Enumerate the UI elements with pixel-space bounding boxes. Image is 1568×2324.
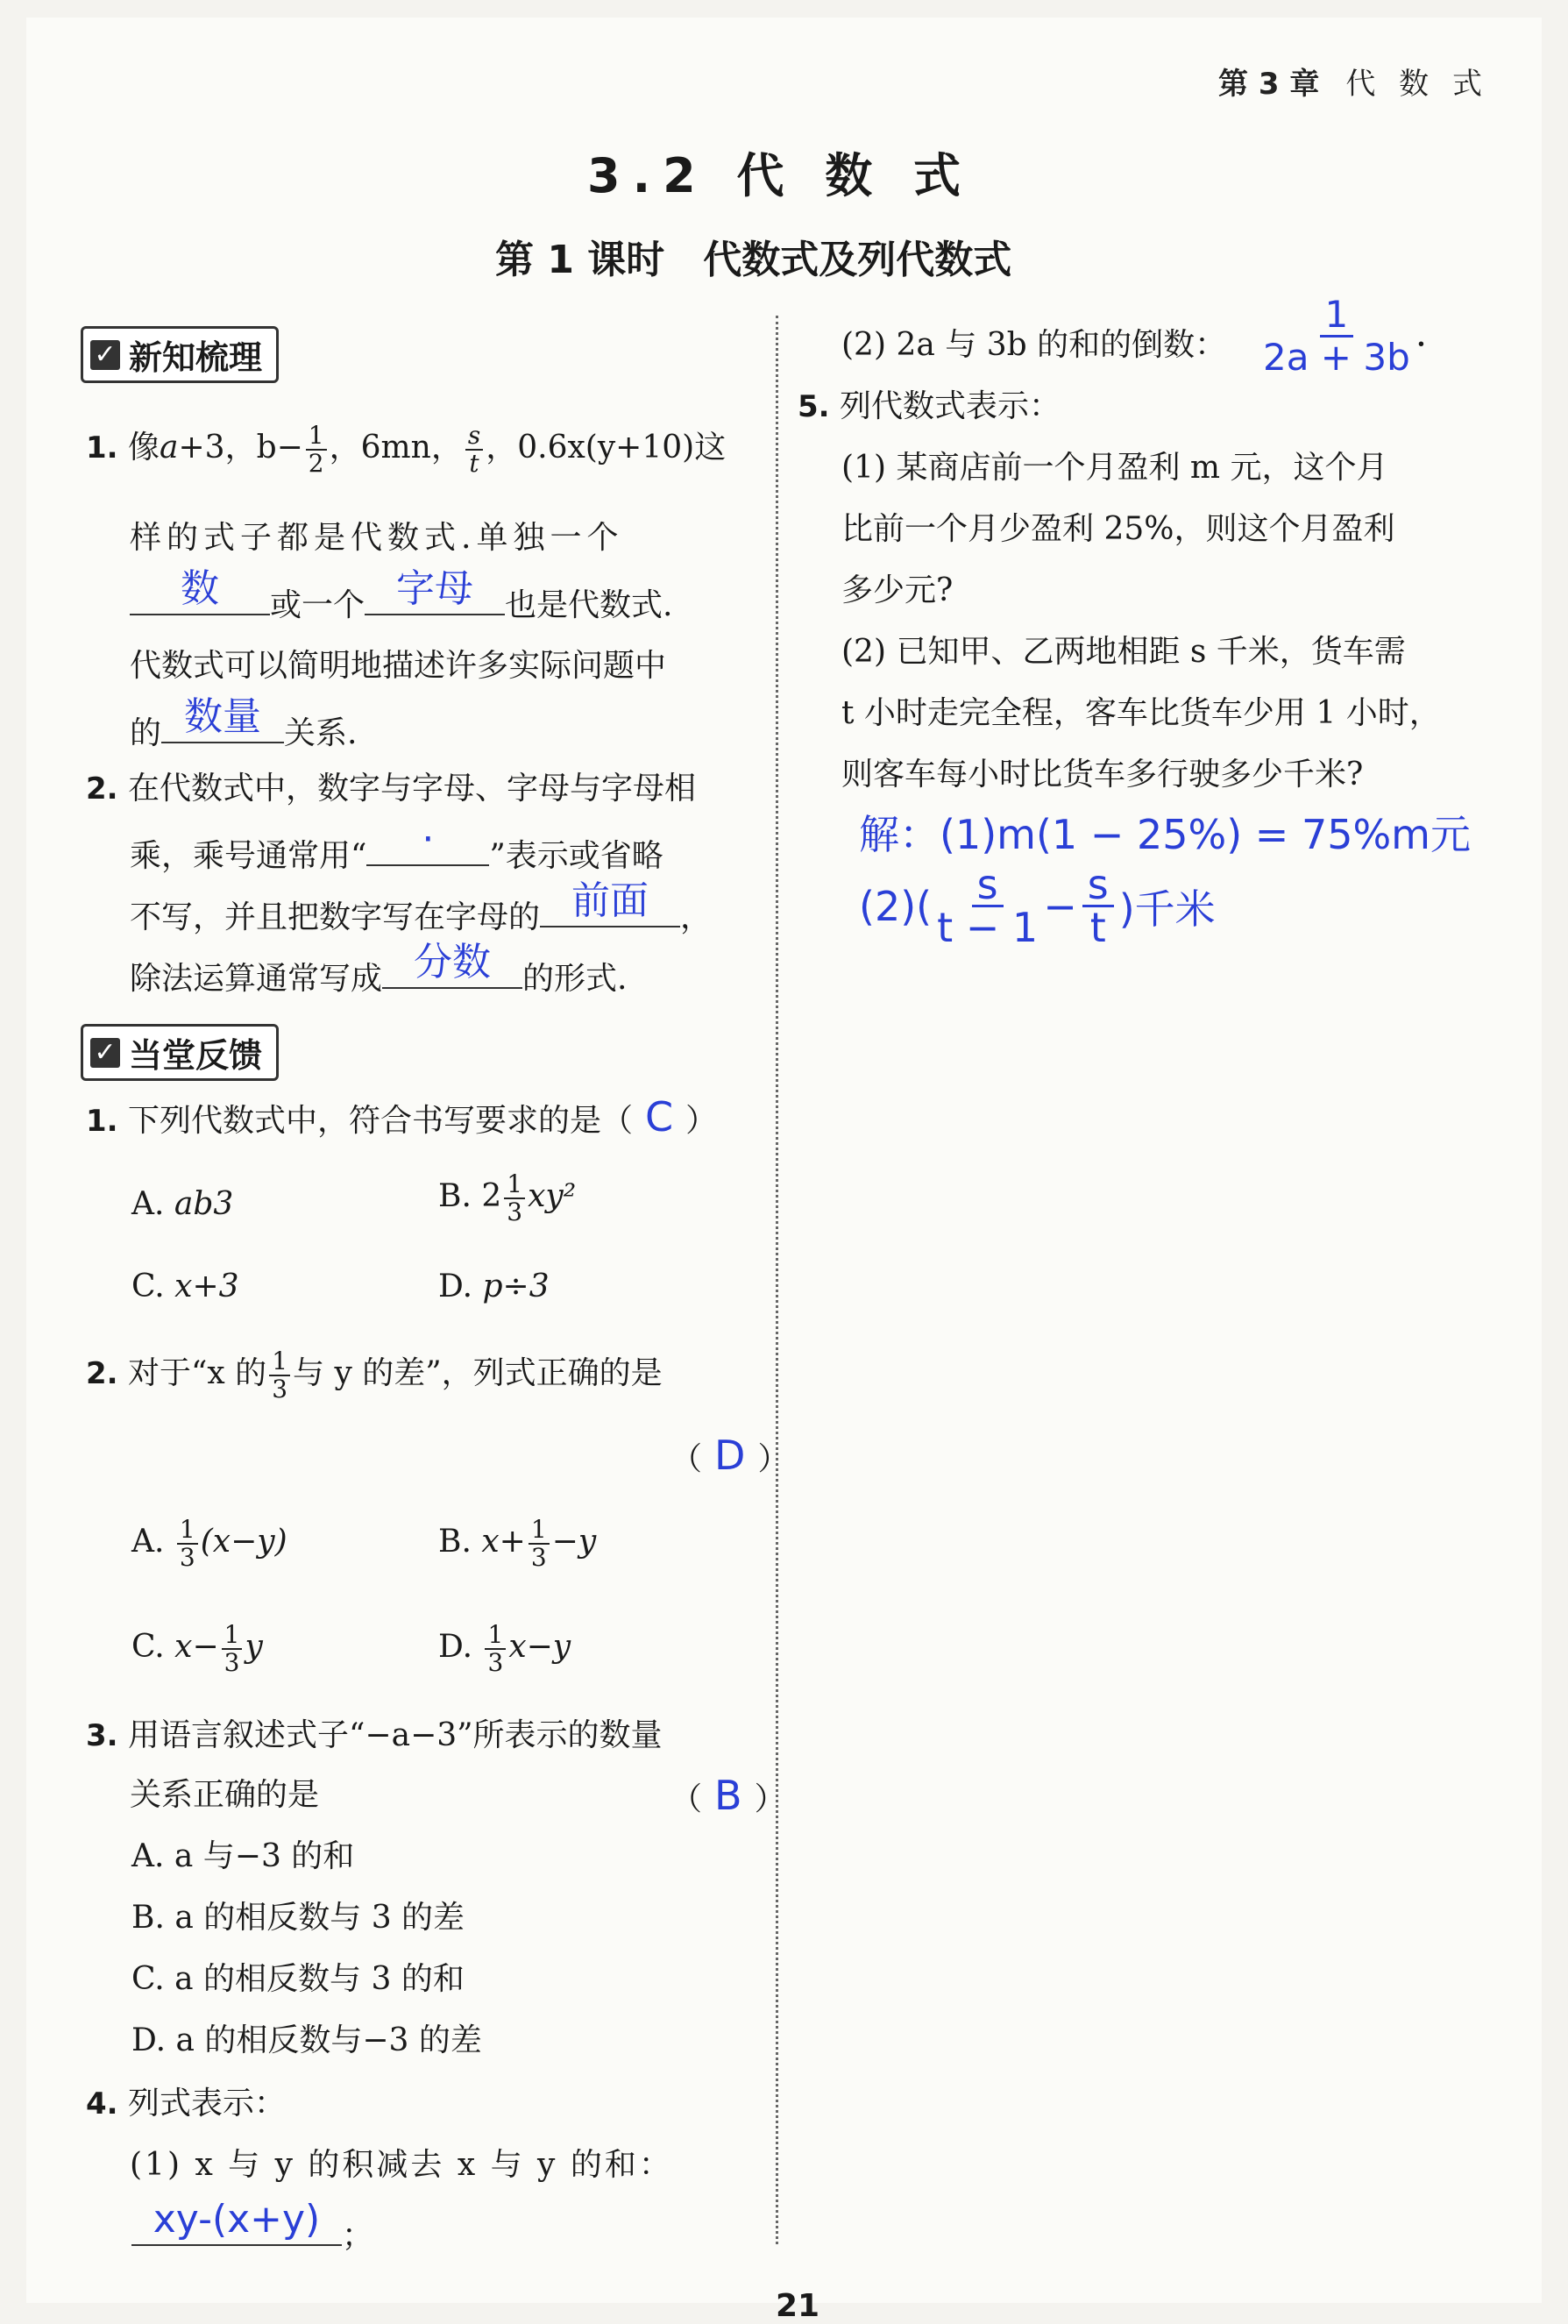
feedback-q5-p1-line2: 比前一个月少盈利 25%，则这个月盈利 bbox=[841, 511, 1395, 547]
knowledge-q1-line2: 样的式子都是代数式.单独一个 bbox=[130, 520, 624, 556]
feedback-q5-p2-line3: 则客车每小时比货车多行驶多少千米? bbox=[841, 757, 1364, 792]
knowledge-q1-line5: 的 数量 关系. bbox=[130, 694, 358, 751]
math: ，6mn， bbox=[329, 430, 463, 466]
answer-blank[interactable]: 前面 bbox=[540, 891, 680, 927]
answer-blank[interactable]: xy-(x+y) bbox=[131, 2199, 342, 2246]
math: +3，b− bbox=[178, 430, 303, 466]
feedback-q4-answer1: xy-(x+y) ； bbox=[131, 2199, 373, 2257]
feedback-q5-p1-line1: (1) 某商店前一个月盈利 m 元，这个月 bbox=[841, 450, 1388, 486]
answer-blank[interactable]: 分数 bbox=[382, 952, 522, 989]
knowledge-q2-line3: 不写，并且把数字写在字母的 前面 ， bbox=[130, 878, 713, 935]
feedback-q2-option-d[interactable]: D. $\frac{1}{3}$ x−y bbox=[438, 1620, 571, 1677]
feedback-q5-p1-line3: 多少元? bbox=[841, 572, 954, 608]
feedback-q1-option-c[interactable]: C. x+3 bbox=[131, 1269, 239, 1304]
tag-label: 新知梳理 bbox=[129, 338, 263, 377]
feedback-q3-option-b[interactable]: B. a 的相反数与 3 的差 bbox=[131, 1900, 465, 1936]
tag-new-knowledge bbox=[81, 326, 279, 383]
lesson-title: 第 1 课时 代数式及列代数式 bbox=[495, 238, 1012, 282]
feedback-q1-option-a[interactable]: A. ab3 bbox=[131, 1186, 234, 1222]
feedback-q3-option-d[interactable]: D. a 的相反数与−3 的差 bbox=[131, 2022, 482, 2058]
answer-blank[interactable]: · bbox=[366, 829, 489, 866]
feedback-q2-stem: 2. 对于“x 的 $\frac{1}{3}$ 与 y 的差”，列式正确的是 bbox=[86, 1347, 663, 1404]
chapter-number: 第 3 章 bbox=[1218, 67, 1320, 102]
answer-blank[interactable]: 数量 bbox=[161, 707, 284, 743]
feedback-q5-p2-line2: t 小时走完全程，客车比货车少用 1 小时， bbox=[841, 695, 1441, 731]
fraction: $\frac{1}{2}$ bbox=[306, 423, 327, 477]
section-title: 3.2 代 数 式 bbox=[587, 148, 974, 203]
knowledge-q2-line2: 乘，乘号通常用“ · ”表示或省略 bbox=[130, 817, 663, 874]
knowledge-q1-line3: 数 或一个 字母 也是代数式. bbox=[130, 579, 672, 627]
feedback-q5-title: 5. 列代数式表示： bbox=[798, 388, 1061, 424]
knowledge-q2-line4: 除法运算通常写成 分数 的形式. bbox=[130, 940, 628, 997]
feedback-q1-option-b[interactable]: B. 2 $\frac{1}{3}$ xy² bbox=[438, 1169, 577, 1226]
knowledge-q1-line1 bbox=[86, 423, 726, 477]
handwritten-solution-2: (2)( s t − 1 − $\frac{s}{t}$ )千米 bbox=[859, 861, 1216, 951]
feedback-q3-answer: （ B ） bbox=[670, 1772, 786, 1819]
question-number: 1. bbox=[86, 430, 118, 466]
feedback-q2-option-b[interactable]: B. x+ $\frac{1}{3}$ −y bbox=[438, 1515, 597, 1572]
feedback-q4-part2: (2) 2a 与 3b 的和的倒数： bbox=[841, 327, 1227, 363]
feedback-q4-title: 4. 列式表示： bbox=[86, 2086, 287, 2121]
page-number: 21 bbox=[776, 2288, 820, 2324]
feedback-q1-stem: 1. 下列代数式中，符合书写要求的是（ C ） bbox=[86, 1093, 718, 1141]
knowledge-q1-line4: 代数式可以简明地描述许多实际问题中 bbox=[130, 648, 667, 684]
handwritten-solution-1: 解：(1)m(1 − 25%) = 75%m元 bbox=[859, 811, 1471, 858]
column-divider bbox=[776, 316, 778, 2244]
feedback-q2-answer: （ D ） bbox=[670, 1432, 790, 1479]
tag-label: 当堂反馈 bbox=[129, 1036, 263, 1075]
checkbox-icon: ✓ bbox=[90, 340, 120, 370]
handwritten-answer: C bbox=[645, 1093, 674, 1141]
feedback-q4-part1: (1) x 与 y 的积减去 x 与 y 的和： bbox=[130, 2147, 673, 2183]
feedback-q3-option-a[interactable]: A. a 与−3 的和 bbox=[131, 1838, 355, 1874]
feedback-q3-line1: 3. 用语言叙述式子“−a−3”所表示的数量 bbox=[86, 1717, 663, 1753]
feedback-q3-line2: 关系正确的是 bbox=[130, 1777, 320, 1813]
feedback-q2-option-a[interactable]: A. $\frac{1}{3}$ (x−y) bbox=[131, 1515, 287, 1572]
chapter-title: 代 数 式 bbox=[1345, 67, 1489, 102]
workbook-page bbox=[26, 18, 1542, 2324]
feedback-q4-answer2: $\frac{1}{2a + 3b}$ . bbox=[1263, 293, 1428, 379]
answer-blank[interactable]: 字母 bbox=[365, 579, 505, 615]
tag-feedback bbox=[81, 1024, 279, 1081]
checkbox-icon: ✓ bbox=[90, 1038, 120, 1068]
fraction: $\frac{s}{t}$ bbox=[465, 423, 483, 477]
math: a bbox=[160, 430, 179, 466]
chapter-header bbox=[1218, 60, 1489, 103]
feedback-q3-option-c[interactable]: C. a 的相反数与 3 的和 bbox=[131, 1961, 465, 1997]
feedback-q2-option-c[interactable]: C. x− $\frac{1}{3}$ y bbox=[131, 1620, 263, 1677]
knowledge-q2-line1: 2. 在代数式中，数字与字母、字母与字母相 bbox=[86, 771, 697, 807]
feedback-q5-p2-line1: (2) 已知甲、乙两地相距 s 千米，货车需 bbox=[841, 634, 1406, 670]
answer-blank[interactable]: 数 bbox=[130, 579, 270, 615]
text: 像 bbox=[128, 430, 160, 466]
math: ，0.6x(y+10)这 bbox=[486, 430, 727, 466]
feedback-q1-option-d[interactable]: D. p÷3 bbox=[438, 1269, 550, 1304]
